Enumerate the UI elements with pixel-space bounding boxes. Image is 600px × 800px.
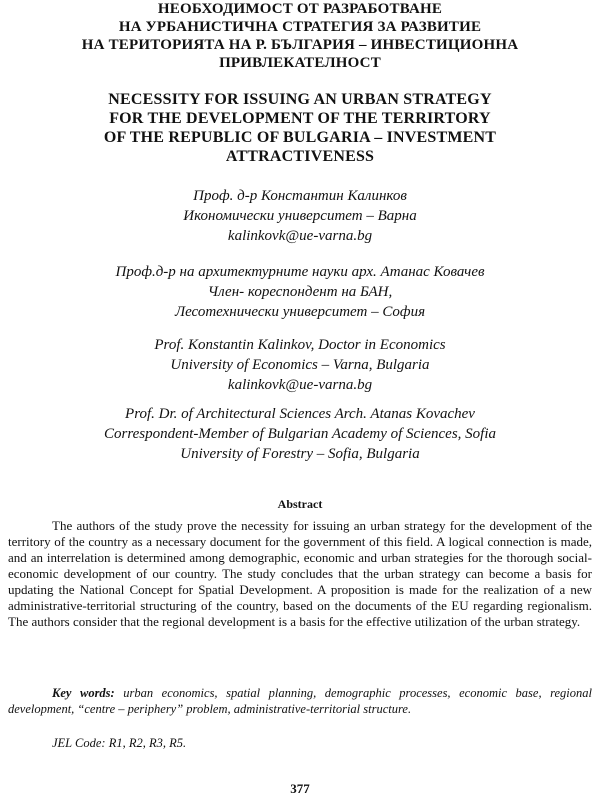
- author-bg-kalinkov: [0, 186, 600, 246]
- title-en-line: FOR THE DEVELOPMENT OF THE TERRIRTORY: [109, 110, 491, 127]
- author-name: Prof. Konstantin Kalinkov, Doctor in Economics: [154, 337, 446, 353]
- author-en-kovachev: [0, 404, 600, 464]
- keywords: [8, 686, 592, 717]
- author-name: Проф. д-р Константин Калинков: [193, 188, 407, 204]
- title-english: [0, 90, 600, 166]
- abstract-body: The authors of the study prove the necessity for issuing an urban strategy for the development of the territory of the country as a necessary document for the government of this field. A logical connection is made, and an interrelation is determined among demographic, economic and urban strategies for the thorough social-economic development of our country. The study concludes that the urban strategy can become a basis for updating the National Concept for Spatial Development. A proposition is made for the realization of a new administrative-territorial structuring of the country, based on the documents of the EU regarding regionalism. The authors consider that the regional development is a basis for the effective utilization of the urban strategy.: [8, 518, 592, 629]
- keywords-label: Key words:: [52, 686, 115, 700]
- author-en-kalinkov: [0, 335, 600, 395]
- author-name: Проф.д-р на архитектурните науки арх. Атанас Ковачев: [115, 264, 485, 280]
- author-affiliation: University of Economics – Varna, Bulgaria: [170, 357, 430, 373]
- title-bg-line: НА ТЕРИТОРИЯТА НА Р. БЪЛГАРИЯ – ИНВЕСТИЦИОННА: [81, 37, 519, 53]
- author-bg-kovachev: [0, 262, 600, 322]
- keywords-text: urban economics, spatial planning, demographic processes, economic base, regional development, “centre – periphery” problem, administrative-territorial structure.: [8, 686, 593, 716]
- author-name: Prof. Dr. of Architectural Sciences Arch. Atanas Kovachev: [125, 406, 475, 422]
- title-bg-line: ПРИВЛЕКАТЕЛНОСТ: [219, 55, 381, 71]
- author-affiliation: University of Forestry – Sofia, Bulgaria: [180, 446, 420, 462]
- author-title: Член- кореспондент на БАН,: [207, 284, 393, 300]
- title-en-line: OF THE REPUBLIC OF BULGARIA – INVESTMENT: [103, 129, 497, 146]
- title-bg-line: НЕОБХОДИМОСТ ОТ РАЗРАБОТВАНЕ: [157, 1, 443, 17]
- page-number: 377: [290, 781, 310, 796]
- title-bulgarian: [0, 0, 600, 72]
- author-affiliation: Лесотехнически университет – София: [174, 304, 426, 320]
- title-en-line: ATTRACTIVENESS: [225, 148, 375, 165]
- abstract-heading: Abstract: [277, 497, 323, 511]
- title-en-line: NECESSITY FOR ISSUING AN URBAN STRATEGY: [108, 91, 492, 108]
- author-email[interactable]: kalinkovk@ue-varna.bg: [227, 377, 373, 393]
- jel-code: JEL Code: R1, R2, R3, R5.: [52, 736, 187, 750]
- title-bg-line: НА УРБАНИСТИЧНА СТРАТЕГИЯ ЗА РАЗВИТИЕ: [118, 19, 482, 35]
- author-email[interactable]: kalinkovk@ue-varna.bg: [227, 228, 373, 244]
- author-title: Correspondent-Member of Bulgarian Academy of Sciences, Sofia: [103, 426, 496, 442]
- author-affiliation: Икономически университет – Варна: [183, 208, 417, 224]
